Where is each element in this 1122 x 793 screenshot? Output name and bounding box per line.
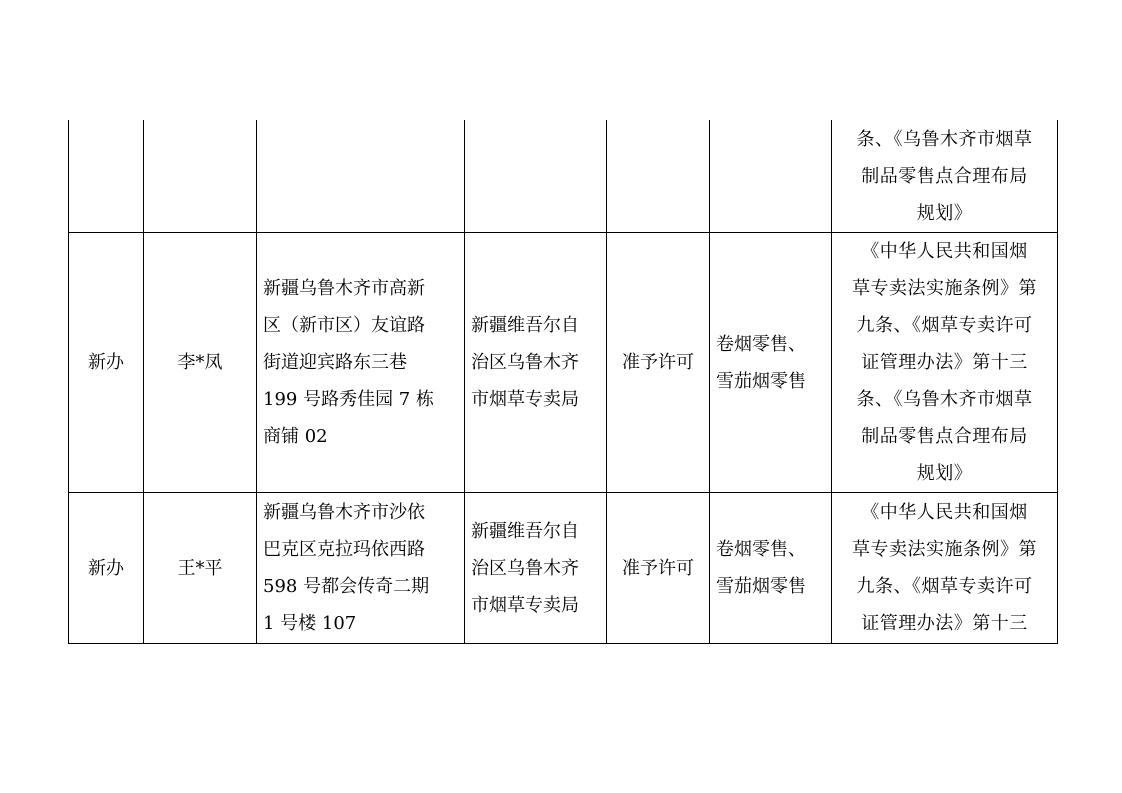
authority-line: 新疆维吾尔自	[471, 520, 579, 542]
table-row	[69, 120, 1058, 233]
decision-cell	[607, 120, 710, 233]
address-line: 商铺 02	[263, 426, 328, 447]
basis-line: 草专卖法实施条例》第	[852, 278, 1037, 299]
scope-cell	[710, 233, 832, 493]
basis-cell	[832, 120, 1058, 233]
scope-line: 雪茄烟零售	[716, 576, 806, 597]
basis-line: 条、《乌鲁木齐市烟草	[856, 389, 1033, 410]
basis-line: 制品零售点合理布局	[861, 165, 1028, 187]
basis-line: 条、《乌鲁木齐市烟草	[856, 128, 1033, 150]
basis-line: 制品零售点合理布局	[861, 426, 1028, 447]
basis-cell	[832, 493, 1058, 644]
basis-line: 《中华人民共和国烟	[861, 241, 1028, 262]
table-row	[69, 233, 1058, 493]
basis-line: 证管理办法》第十三	[861, 613, 1028, 634]
authority-line: 市烟草专卖局	[471, 594, 579, 616]
scope-line: 卷烟零售、	[716, 539, 806, 560]
type-cell	[69, 120, 144, 233]
name-cell	[144, 120, 257, 233]
basis-line: 草专卖法实施条例》第	[852, 539, 1037, 560]
scope-line: 卷烟零售、	[716, 333, 806, 355]
basis-line: 规划》	[916, 463, 973, 484]
address-line: 巴克区克拉玛依西路	[263, 539, 425, 560]
address-line: 街道迎宾路东三巷	[263, 352, 407, 373]
name-cell: 李*凤	[144, 233, 257, 493]
authority-line: 市烟草专卖局	[471, 389, 579, 410]
basis-line: 《中华人民共和国烟	[861, 502, 1028, 523]
authority-cell	[465, 233, 607, 493]
name-cell: 王*平	[144, 493, 257, 644]
table-row	[69, 493, 1058, 644]
scope-cell	[710, 120, 832, 233]
address-line: 新疆乌鲁木齐市沙依	[263, 502, 425, 523]
address-line: 199 号路秀佳园 7 栋	[263, 389, 434, 410]
decision-cell: 准予许可	[607, 493, 710, 644]
address-cell	[257, 493, 465, 644]
basis-line: 证管理办法》第十三	[861, 352, 1028, 373]
permit-table	[68, 120, 1058, 644]
authority-cell	[465, 120, 607, 233]
authority-line: 新疆维吾尔自	[471, 315, 579, 336]
address-line: 新疆乌鲁木齐市高新	[263, 278, 425, 299]
address-line: 1 号楼 107	[263, 613, 357, 634]
address-line: 区（新市区）友谊路	[263, 315, 425, 336]
address-cell	[257, 120, 465, 233]
basis-cell	[832, 233, 1058, 493]
decision-cell: 准予许可	[607, 233, 710, 493]
type-cell: 新办	[69, 493, 144, 644]
basis-line: 九条、《烟草专卖许可	[856, 315, 1033, 336]
address-cell	[257, 233, 465, 493]
authority-line: 治区乌鲁木齐	[471, 352, 579, 373]
address-line: 598 号都会传奇二期	[263, 576, 430, 597]
type-cell: 新办	[69, 233, 144, 493]
authority-line: 治区乌鲁木齐	[471, 557, 579, 579]
basis-line: 规划》	[916, 202, 973, 224]
basis-line: 九条、《烟草专卖许可	[856, 576, 1033, 597]
authority-cell	[465, 493, 607, 644]
scope-cell	[710, 493, 832, 644]
scope-line: 雪茄烟零售	[716, 370, 806, 392]
